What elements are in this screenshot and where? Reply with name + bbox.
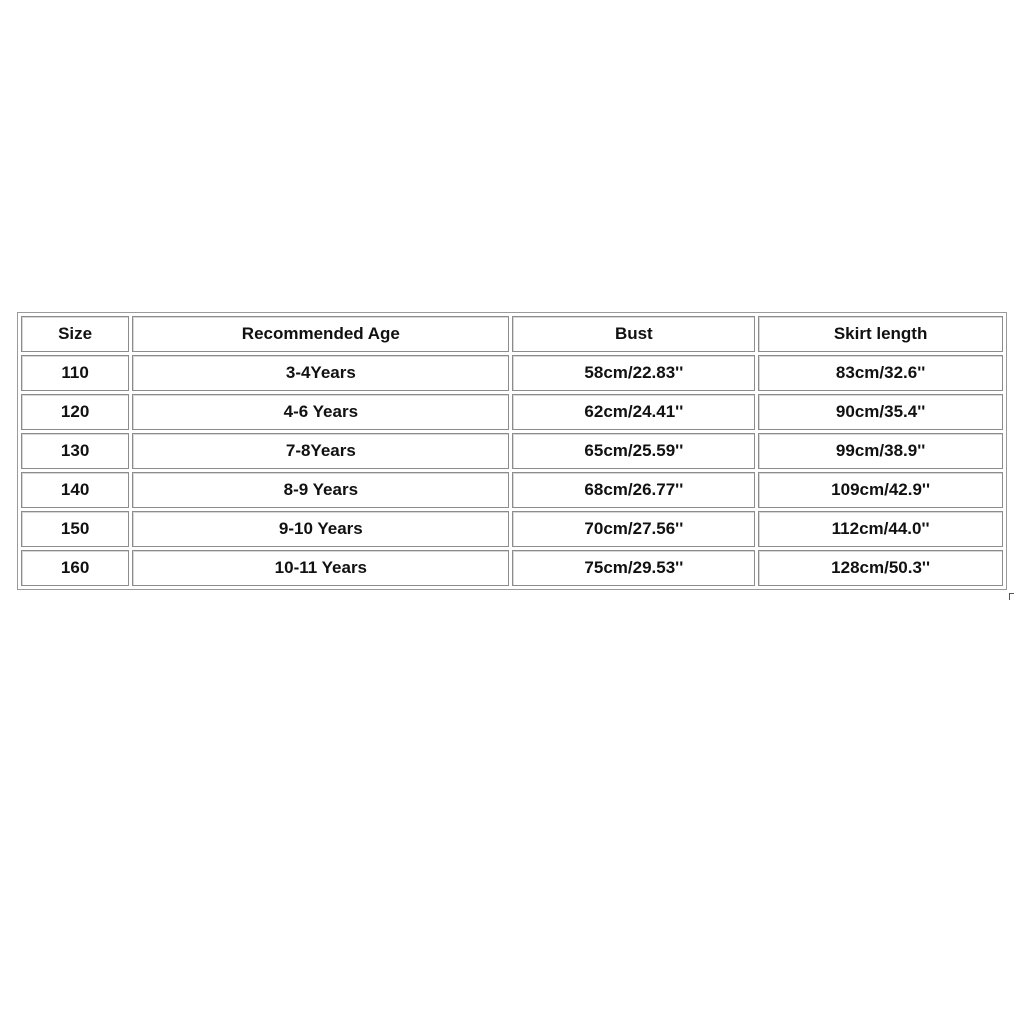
cell-size: 160 (21, 550, 129, 586)
cell-bust: 65cm/25.59'' (512, 433, 755, 469)
cell-bust: 75cm/29.53'' (512, 550, 755, 586)
cell-bust: 58cm/22.83'' (512, 355, 755, 391)
table-row (21, 550, 1003, 586)
cell-age: 4-6 Years (132, 394, 509, 430)
cell-age: 7-8Years (132, 433, 509, 469)
cell-age: 9-10 Years (132, 511, 509, 547)
cell-skirt-length: 90cm/35.4'' (758, 394, 1003, 430)
header-recommended-age: Recommended Age (132, 316, 509, 352)
table-row (21, 355, 1003, 391)
cell-age: 10-11 Years (132, 550, 509, 586)
cell-skirt-length: 83cm/32.6'' (758, 355, 1003, 391)
cell-bust: 68cm/26.77'' (512, 472, 755, 508)
cell-size: 130 (21, 433, 129, 469)
header-skirt-length: Skirt length (758, 316, 1003, 352)
corner-mark (1009, 593, 1014, 600)
cell-size: 110 (21, 355, 129, 391)
cell-skirt-length: 128cm/50.3'' (758, 550, 1003, 586)
size-chart-table (17, 312, 1007, 590)
table-row (21, 433, 1003, 469)
header-size: Size (21, 316, 129, 352)
table-row (21, 472, 1003, 508)
table-header-row (21, 316, 1003, 352)
cell-bust: 62cm/24.41'' (512, 394, 755, 430)
table-row (21, 511, 1003, 547)
cell-size: 140 (21, 472, 129, 508)
table-row (21, 394, 1003, 430)
cell-skirt-length: 99cm/38.9'' (758, 433, 1003, 469)
cell-age: 8-9 Years (132, 472, 509, 508)
cell-size: 150 (21, 511, 129, 547)
cell-size: 120 (21, 394, 129, 430)
cell-bust: 70cm/27.56'' (512, 511, 755, 547)
header-bust: Bust (512, 316, 755, 352)
cell-skirt-length: 112cm/44.0'' (758, 511, 1003, 547)
cell-age: 3-4Years (132, 355, 509, 391)
cell-skirt-length: 109cm/42.9'' (758, 472, 1003, 508)
